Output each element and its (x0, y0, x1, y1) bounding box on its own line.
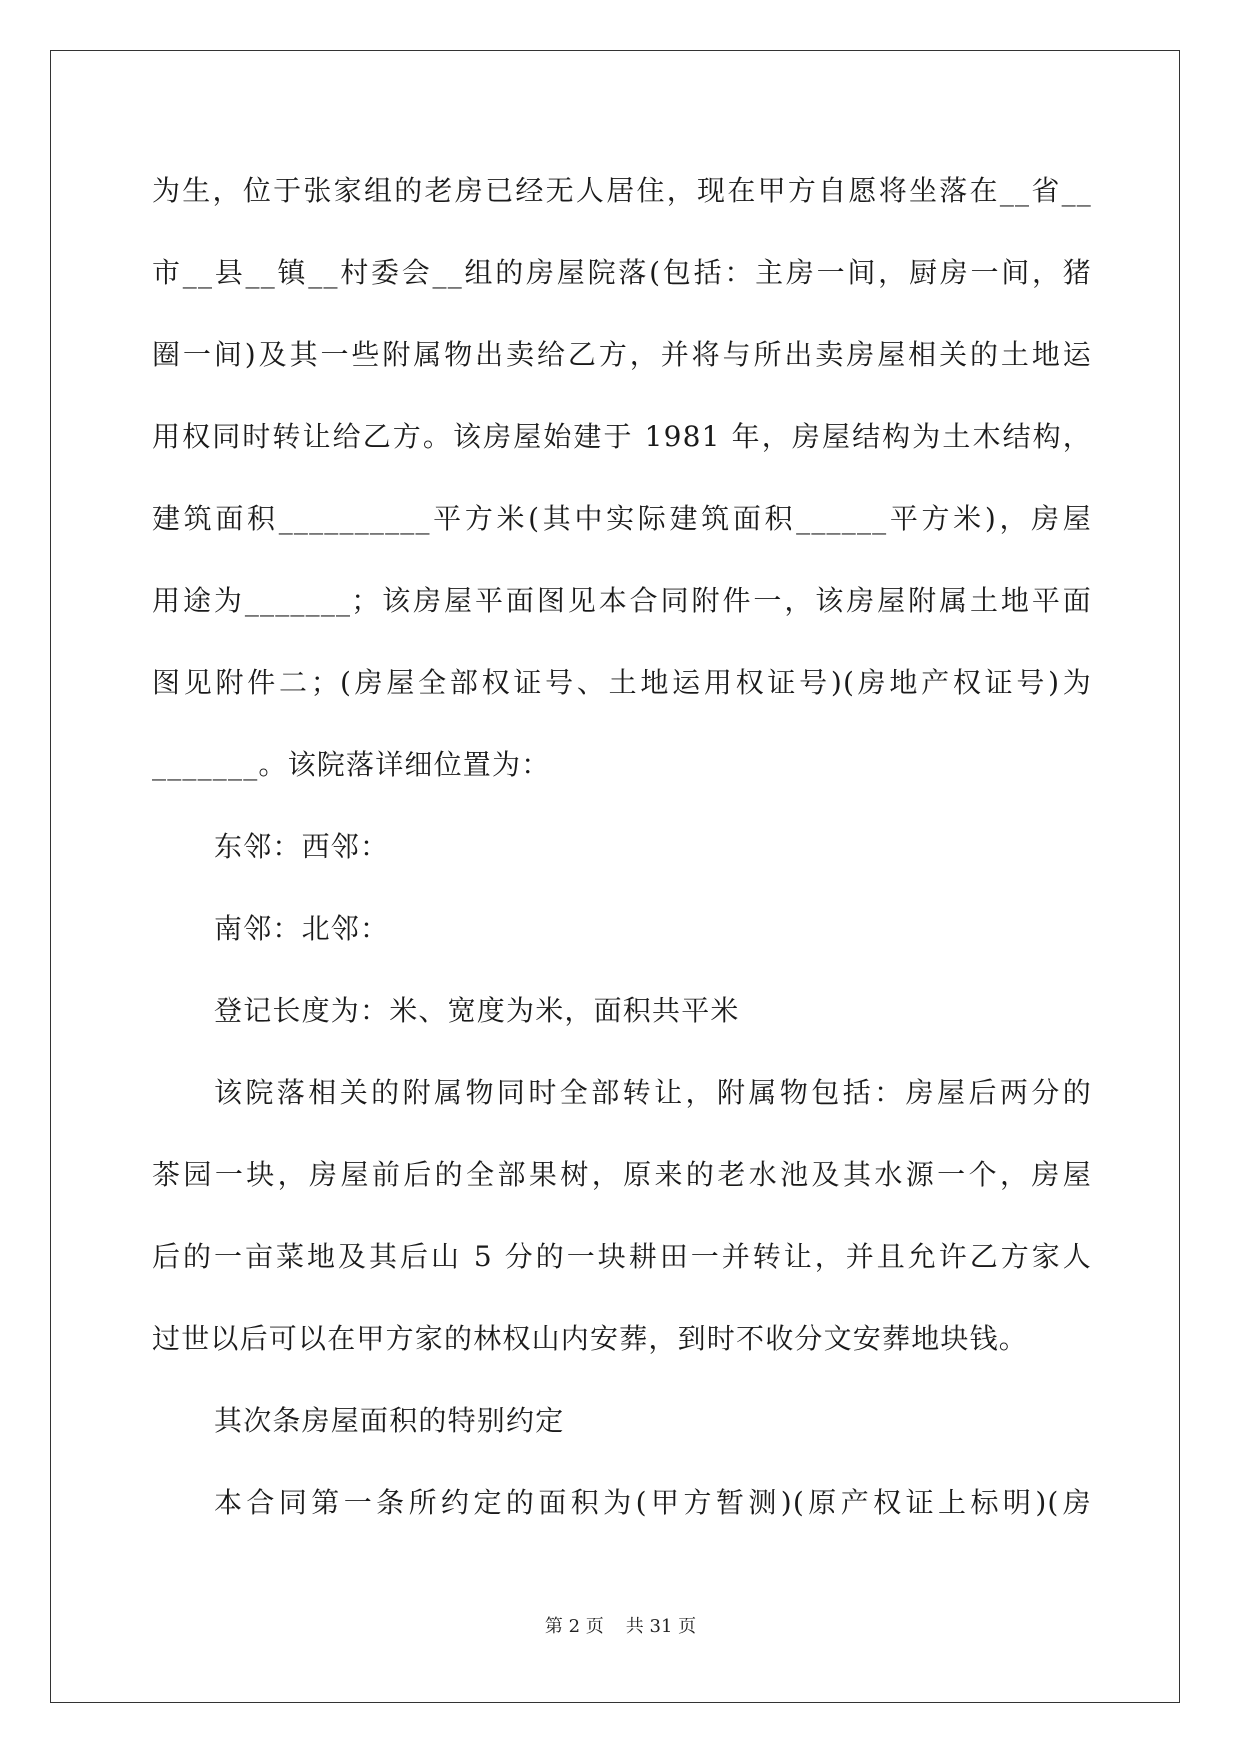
text-line: 市__县__镇__村委会__组的房屋院落(包括：主房一间，厨房一间，猪 (152, 256, 1092, 289)
text-line: 为生，位于张家组的老房已经无人居住，现在甲方自愿将坐落在__省__ (152, 174, 1092, 207)
text-line: 建筑面积__________平方米(其中实际建筑面积______平方米)，房屋 (152, 502, 1092, 535)
text-line: _______。该院落详细位置为： (152, 748, 551, 781)
document-body (152, 168, 1092, 1562)
page-footer (0, 1612, 1241, 1638)
text-line: 本合同第一条所约定的面积为(甲方暂测)(原产权证上标明)(房 (214, 1486, 1092, 1519)
text-line-dimensions: 登记长度为：米、宽度为米，面积共平米 (214, 994, 740, 1027)
page-number: 第 2 页 (544, 1616, 604, 1637)
text-line: 用权同时转让给乙方。该房屋始建于 1981 年，房屋结构为土木结构， (152, 420, 1092, 453)
text-line: 圈一间)及其一些附属物出卖给乙方，并将与所出卖房屋相关的土地运 (152, 338, 1092, 371)
text-line-east-west-neighbors: 东邻：西邻： (214, 830, 390, 863)
text-line: 后的一亩菜地及其后山 5 分的一块耕田一并转让，并且允许乙方家人 (152, 1240, 1092, 1273)
page-total: 共 31 页 (625, 1616, 697, 1637)
section-heading: 其次条房屋面积的特别约定 (214, 1404, 565, 1437)
text-line: 用途为_______；该房屋平面图见本合同附件一，该房屋附属土地平面 (152, 584, 1092, 617)
text-line: 茶园一块，房屋前后的全部果树，原来的老水池及其水源一个，房屋 (152, 1158, 1092, 1191)
text-line: 图见附件二；(房屋全部权证号、土地运用权证号)(房地产权证号)为 (152, 666, 1092, 699)
text-line-south-north-neighbors: 南邻：北邻： (214, 912, 390, 945)
text-line: 过世以后可以在甲方家的林权山内安葬，到时不收分文安葬地块钱。 (152, 1322, 1029, 1355)
text-line: 该院落相关的附属物同时全部转让，附属物包括：房屋后两分的 (214, 1076, 1092, 1109)
